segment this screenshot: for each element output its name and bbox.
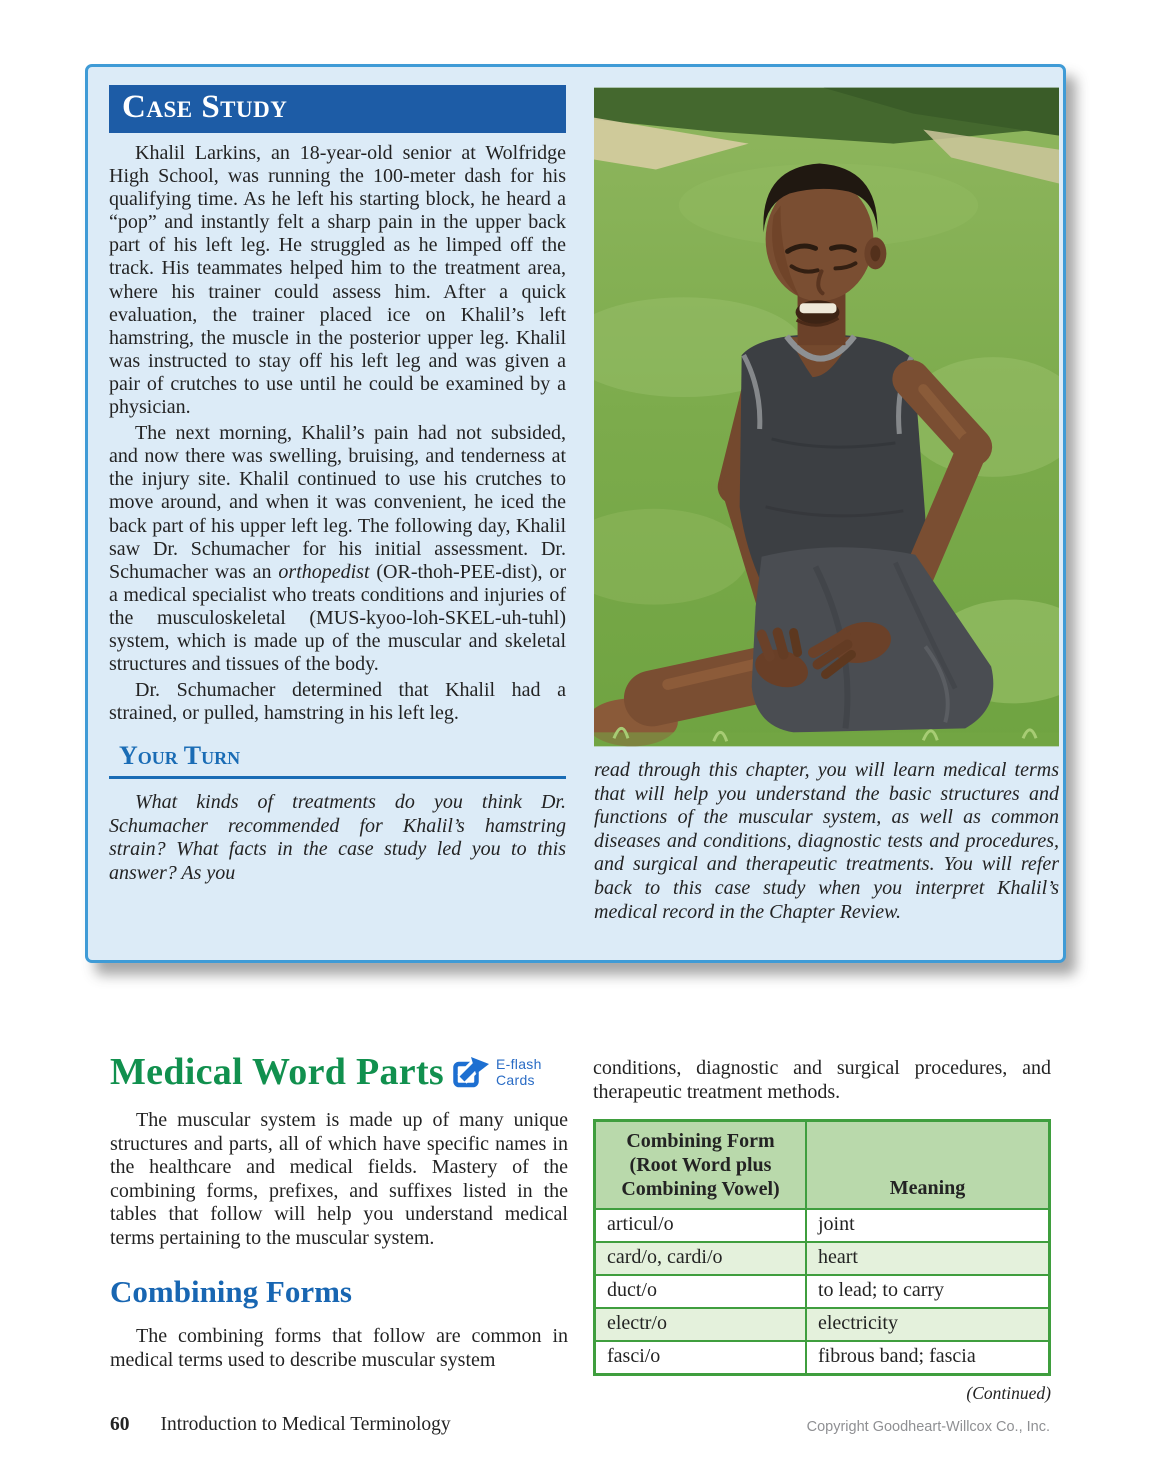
case-paragraph-1: Khalil Larkins, an 18-year-old senior at Wolfridge High School, was running the 100-meter dash for his qualifying time. As he left his starting block, he heard a “pop” and instantly felt a sharp pain in the upper back part of his left leg. He struggled as he limped off the track. His teammates helped him to the treatment area, where his trainer could assess him. After a quick evaluation, the trainer placed ice on Khalil’s left hamstring, the muscle in the posterior upper leg. Khalil was instructed to stay off his left leg and was given a pair of crutches to use until he could be examined by a physician. <box>109 142 566 419</box>
eflash-label-line2: Cards <box>496 1072 535 1088</box>
eflash-link-label <box>496 1056 542 1088</box>
table-row <box>595 1308 1050 1341</box>
eflash-cards-link[interactable] <box>453 1055 542 1089</box>
case-study-box <box>85 64 1066 963</box>
case-paragraph-2 <box>109 422 566 676</box>
combining-form-cell: card/o, cardi/o <box>595 1242 807 1275</box>
combining-forms-table <box>593 1119 1051 1376</box>
case-paragraph-2-text-b: (OR-thoh-PEE-dist), or a medical specialist who treats conditions and injuries of the musculoskeletal (MUS-kyoo-loh-SKEL-uh-tuhl) system, which is made up of the muscular and skeletal structures and tissues of the body. <box>109 560 566 676</box>
case-study-photo <box>594 87 1059 747</box>
table-header-row <box>595 1121 1050 1210</box>
combining-form-cell: electr/o <box>595 1308 807 1341</box>
orthopedist-term: orthopedist <box>278 560 370 583</box>
meaning-cell: heart <box>806 1242 1050 1275</box>
table-row <box>595 1341 1050 1375</box>
your-turn-heading: Your Turn <box>109 741 566 779</box>
case-study-header-bar <box>109 85 566 133</box>
table-header-meaning: Meaning <box>806 1121 1050 1210</box>
meaning-cell: fibrous band; fascia <box>806 1341 1050 1375</box>
case-paragraph-3: Dr. Schumacher determined that Khalil had a strained, or pulled, hamstring in his left leg. <box>109 679 566 725</box>
combining-forms-paragraph: The combining forms that follow are common in medical terms used to describe muscular system <box>110 1325 568 1371</box>
lower-left-column <box>110 1050 568 1372</box>
section-heading-row <box>110 1050 568 1094</box>
lower-right-column <box>593 1057 1051 1404</box>
combining-form-cell: fasci/o <box>595 1341 807 1375</box>
table-continued-note: (Continued) <box>966 1383 1051 1403</box>
table-row <box>595 1275 1050 1308</box>
page-number: 60 <box>110 1414 130 1435</box>
meaning-cell: joint <box>806 1209 1050 1242</box>
case-study-right-column <box>594 87 1059 924</box>
meaning-cell: to lead; to carry <box>806 1275 1050 1308</box>
case-study-left-column <box>109 85 566 885</box>
copyright-notice: Copyright Goodheart-Willcox Co., Inc. <box>806 1419 1050 1435</box>
book-title: Introduction to Medical Terminology <box>160 1414 451 1435</box>
your-turn-text: What kinds of treatments do you think Dr. Schumacher recommended for Khalil’s hamstring strain? What facts in the case study led you to this answer? As you <box>109 791 566 884</box>
footer-left <box>110 1414 451 1436</box>
table-row <box>595 1242 1050 1275</box>
case-paragraph-2-text-a: The next morning, Khalil’s pain had not subsided, and now there was swelling, bruising, and tenderness at the injury site. Khalil continued to use his crutches to move around, and when it was convenient, he iced the back part of his upper left leg. The following day, Khalil saw Dr. Schumacher for his initial assessment. Dr. Schumacher was an <box>109 422 566 583</box>
external-link-icon <box>453 1055 491 1089</box>
section-heading: Medical Word Parts <box>110 1051 444 1093</box>
table-row <box>595 1209 1050 1242</box>
subsection-heading: Combining Forms <box>110 1274 352 1309</box>
combining-form-cell: articul/o <box>595 1209 807 1242</box>
case-study-title: Case Study <box>122 88 288 125</box>
eflash-label-line1: E-flash <box>496 1056 542 1072</box>
case-study-body <box>109 142 566 725</box>
case-continuation-text: read through this chapter, you will learn medical terms that will help you understand the basic structures and functions of the muscular system, as well as common diseases and conditions, diagnostic tests and procedures, and surgical and therapeutic treatments. You will refer back to this case study when you interpret Khalil’s medical record in the Chapter Review. <box>594 759 1059 923</box>
intro-paragraph: The muscular system is made up of many unique structures and parts, all of which have specific names in the healthcare and medical fields. Mastery of the combining forms, prefixes, and suffixes listed in the tables that follow will help you understand medical terms pertaining to the muscular system. <box>110 1109 568 1249</box>
meaning-cell: electricity <box>806 1308 1050 1341</box>
right-column-paragraph: conditions, diagnostic and surgical procedures, and therapeutic treatment methods. <box>593 1057 1051 1103</box>
combining-form-cell: duct/o <box>595 1275 807 1308</box>
table-header-combining-form: Combining Form (Root Word plus Combining Vowel) <box>595 1121 807 1210</box>
